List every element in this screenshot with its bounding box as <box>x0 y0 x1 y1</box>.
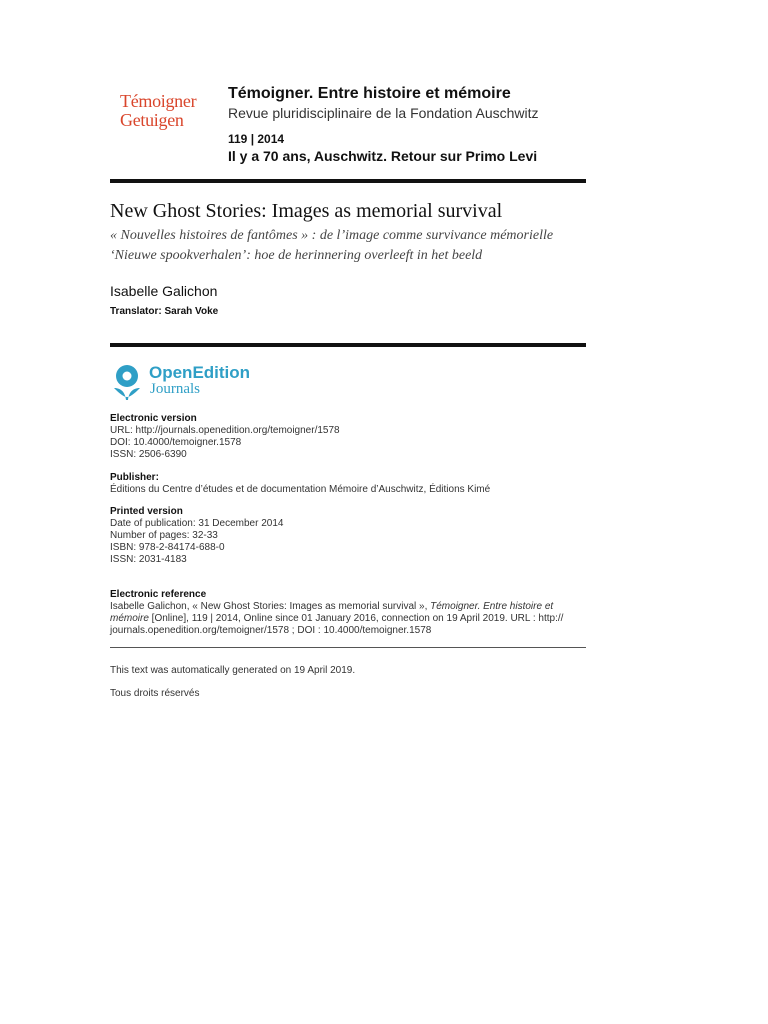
alt-title-nl: ‘Nieuwe spookverhalen’: hoe de herinnering overleeft in het beeld <box>110 248 483 263</box>
divider-top <box>110 179 586 183</box>
author-name: Isabelle Galichon <box>110 283 218 299</box>
page-count: Number of pages: 32-33 <box>110 530 218 541</box>
issue-number[interactable]: 119 | 2014 <box>228 132 285 146</box>
isbn-line: ISBN: 978-2-84174-688-0 <box>110 542 225 553</box>
reference-journal-2: mémoire <box>110 613 149 624</box>
journal-info <box>228 84 588 165</box>
reference-line-1 <box>110 601 586 613</box>
rights-note: Tous droits réservés <box>110 688 200 699</box>
electronic-reference-heading: Electronic reference <box>110 589 207 600</box>
printed-version <box>110 506 586 566</box>
reference-line-3[interactable]: journals.openedition.org/temoigner/1578 ; DOI : 10.4000/temoigner.1578 <box>110 625 432 636</box>
issue-title[interactable]: Il y a 70 ans, Auschwitz. Retour sur Primo Levi <box>228 148 538 164</box>
reference-part-1: Isabelle Galichon, « New Ghost Stories: Images as memorial survival », <box>110 601 431 612</box>
journal-header <box>110 84 586 164</box>
print-issn-line: ISSN: 2031-4183 <box>110 554 187 565</box>
logo-line-2: Getuigen <box>120 110 184 130</box>
openedition-flower-icon <box>110 364 144 402</box>
logo-line-1: Témoigner <box>120 91 197 111</box>
generated-note: This text was automatically generated on 19 April 2019. <box>110 665 356 676</box>
doi-line[interactable]: DOI: 10.4000/temoigner.1578 <box>110 437 242 448</box>
journal-subtitle: Revue pluridisciplinaire de la Fondation Auschwitz <box>228 105 539 121</box>
reference-part-2: [Online], 119 | 2014, Online since 01 January 2016, connection on 19 April 2019. URL : http:// <box>148 613 564 624</box>
publication-date: Date of publication: 31 December 2014 <box>110 518 284 529</box>
issn-line: ISSN: 2506-6390 <box>110 449 187 460</box>
translator-name: Translator: Sarah Voke <box>110 306 219 317</box>
electronic-version-heading: Electronic version <box>110 413 197 424</box>
alt-title-fr: « Nouvelles histoires de fantômes » : de l’image comme survivance mémorielle <box>110 228 554 243</box>
openedition-journals: Journals <box>150 381 200 397</box>
article-title: New Ghost Stories: Images as memorial survival <box>110 200 503 222</box>
printed-version-heading: Printed version <box>110 506 183 517</box>
divider-bottom <box>110 647 586 648</box>
journal-logo <box>120 92 220 130</box>
publisher-heading: Publisher: <box>110 472 159 483</box>
divider-middle <box>110 343 586 347</box>
publisher-block <box>110 472 586 496</box>
electronic-version <box>110 413 586 461</box>
journal-title[interactable]: Témoigner. Entre histoire et mémoire <box>228 85 511 102</box>
reference-journal-1: Témoigner. Entre histoire et <box>430 601 554 612</box>
reference-line-2 <box>110 613 586 625</box>
publisher-value: Éditions du Centre d’études et de documentation Mémoire d’Auschwitz, Éditions Kimé <box>110 484 491 495</box>
electronic-reference <box>110 589 586 637</box>
url-line[interactable]: URL: http://journals.openedition.org/temoigner/1578 <box>110 425 340 436</box>
openedition-name: OpenEdition <box>149 363 251 382</box>
openedition-logo[interactable] <box>110 363 280 403</box>
